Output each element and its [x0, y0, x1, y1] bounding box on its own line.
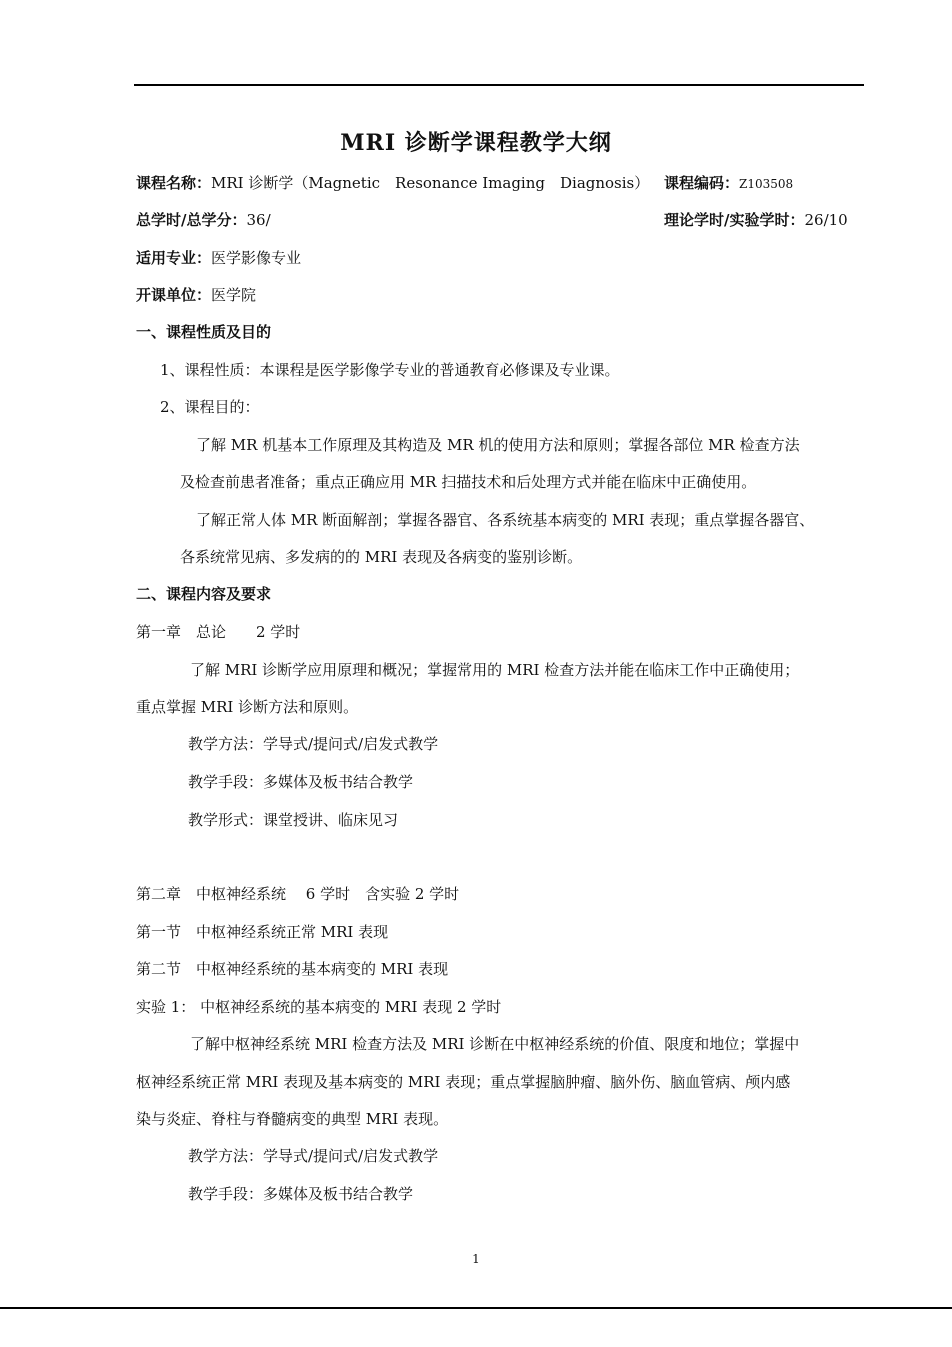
major-row	[136, 248, 301, 268]
document-title: MRI 诊断学课程教学大纲	[340, 130, 612, 156]
unit-value: 医学院	[211, 286, 257, 304]
section-heading-2: 二、课程内容及要求	[136, 585, 272, 603]
section-heading-1: 一、课程性质及目的	[136, 323, 272, 341]
theory-lab-label: 理论学时/实验学时：	[664, 211, 805, 229]
chapter-1-paragraph-line-2: 重点掌握 MRI 诊断方法和原则。	[136, 698, 359, 716]
hours-credits-label: 总学时/总学分：	[136, 211, 247, 229]
chapter-2-method: 教学方法：学导式/提问式/启发式教学	[188, 1147, 439, 1165]
chapter-2-paragraph-line-2: 枢神经系统正常 MRI 表现及基本病变的 MRI 表现；重点掌握脑肿瘤、脑外伤、脑血管病、颅内感	[136, 1073, 791, 1091]
unit-row	[136, 285, 256, 305]
course-code-label: 课程编码：	[664, 174, 740, 192]
theory-lab-row	[664, 210, 848, 230]
chapter-2-means: 教学手段：多媒体及板书结合教学	[188, 1185, 414, 1203]
chapter-1-method: 教学方法：学导式/提问式/启发式教学	[188, 735, 439, 753]
chapter-1-form: 教学形式：课堂授讲、临床见习	[188, 811, 399, 829]
hours-credits-value: 36/	[246, 211, 271, 229]
s1-item-2: 2、课程目的：	[160, 398, 260, 416]
page-number: 1	[472, 1252, 480, 1266]
course-code-row	[664, 173, 793, 194]
course-name-label: 课程名称：	[136, 174, 212, 192]
footer-rule	[0, 1307, 952, 1309]
unit-label: 开课单位：	[136, 286, 212, 304]
chapter-2-paragraph-line-1: 了解中枢神经系统 MRI 检查方法及 MRI 诊断在中枢神经系统的价值、限度和地位；掌握中	[190, 1035, 800, 1053]
chapter-2-paragraph-line-3: 染与炎症、脊柱与脊髓病变的典型 MRI 表现。	[136, 1110, 449, 1128]
major-label: 适用专业：	[136, 249, 212, 267]
major-value: 医学影像专业	[211, 249, 302, 267]
chapter-2-title: 第二章 中枢神经系统 6 学时 含实验 2 学时	[136, 885, 460, 903]
s1-paragraph-2-line-1: 了解正常人体 MR 断面解剖；掌握各器官、各系统基本病变的 MRI 表现；重点掌握各器官、	[196, 511, 815, 529]
course-name-value: MRI 诊断学（Magnetic Resonance Imaging Diagnosis）	[211, 174, 650, 192]
chapter-2-lab-1: 实验 1： 中枢神经系统的基本病变的 MRI 表现 2 学时	[136, 998, 502, 1016]
header-rule	[134, 84, 864, 86]
course-name-row	[136, 173, 649, 193]
chapter-1-paragraph-line-1: 了解 MRI 诊断学应用原理和概况；掌握常用的 MRI 检查方法并能在临床工作中正确使用；	[190, 661, 800, 679]
chapter-2-section-1: 第一节 中枢神经系统正常 MRI 表现	[136, 923, 389, 941]
chapter-1-means: 教学手段：多媒体及板书结合教学	[188, 773, 414, 791]
s1-item-1: 1、课程性质：本课程是医学影像学专业的普通教育必修课及专业课。	[160, 361, 620, 379]
s1-paragraph-2-line-2: 各系统常见病、多发病的的 MRI 表现及各病变的鉴别诊断。	[180, 548, 583, 566]
chapter-2-section-2: 第二节 中枢神经系统的基本病变的 MRI 表现	[136, 960, 449, 978]
hours-credits-row	[136, 210, 271, 230]
s1-paragraph-1-line-1: 了解 MR 机基本工作原理及其构造及 MR 机的使用方法和原则；掌握各部位 MR 检查方法	[196, 436, 800, 454]
chapter-1-title: 第一章 总论 2 学时	[136, 623, 301, 641]
s1-paragraph-1-line-2: 及检查前患者准备；重点正确应用 MR 扫描技术和后处理方式并能在临床中正确使用。	[180, 473, 757, 491]
course-code-value: Z103508	[739, 177, 794, 191]
theory-lab-value: 26/10	[804, 211, 848, 229]
